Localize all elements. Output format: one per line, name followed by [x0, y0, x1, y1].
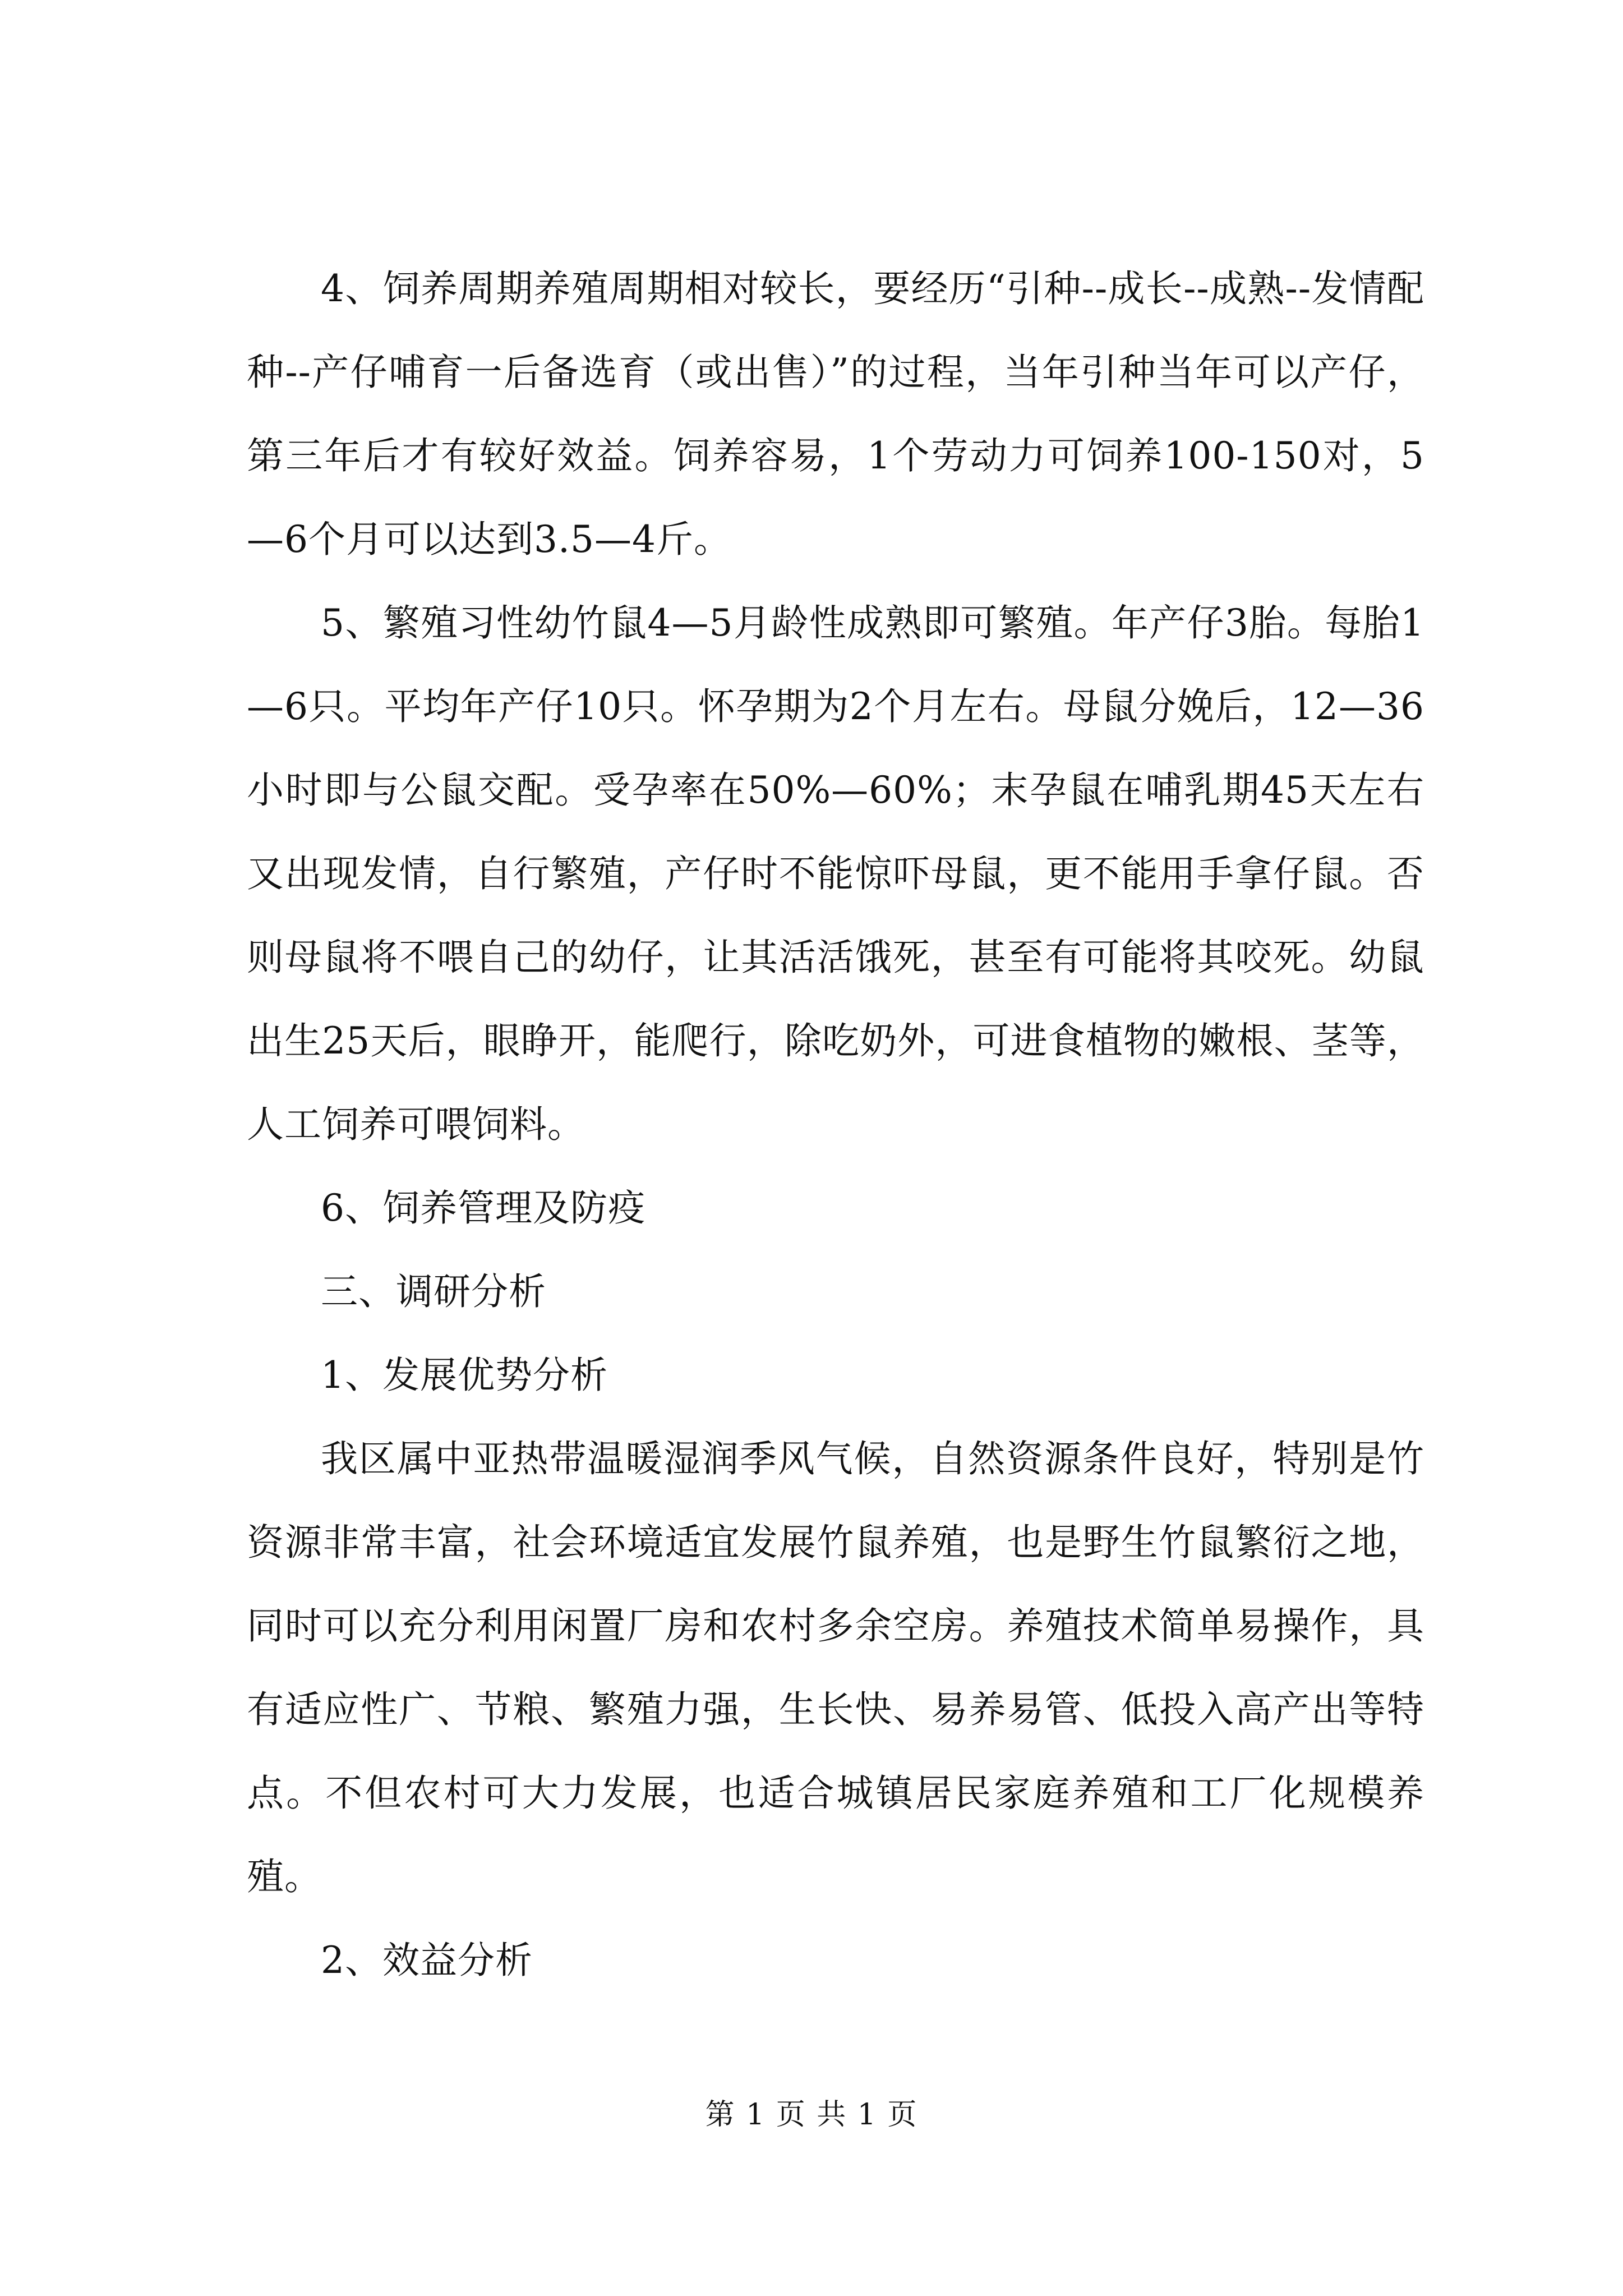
heading-development-advantages: 1、发展优势分析 — [321, 1354, 608, 1397]
paragraph-breeding-habits: 5、繁殖习性幼竹鼠4—5月龄性成熟即可繁殖。年产仔3胎。每胎1—6只。平均年产仔10只。怀孕期为2个月左右。母鼠分娩后，12—36小时即与公鼠交配。受孕率在50%—60%；末孕鼠在哺乳期45天左右又出现发情，自行繁殖，产仔时不能惊吓母鼠，更不能用手拿仔鼠。否则母鼠将不喂自己的幼仔，让其活活饿死，甚至有可能将其咬死。幼鼠出生25天后，眼睁开，能爬行，除吃奶外，可进食植物的嫩根、茎等，人工饲养可喂饲料。 — [247, 601, 1424, 1146]
paragraph-feeding-cycle: 4、饲养周期养殖周期相对较长，要经历“引种--成长--成熟--发情配种--产仔哺育一后备选育（或出售）”的过程，当年引种当年可以产仔，第三年后才有较好效益。饲养容易，1个劳动力可饲养100-150对，5—6个月可以达到3.5—4斤。 — [247, 267, 1424, 561]
page-footer: 第 1 页 共 1 页 — [705, 2098, 918, 2132]
paragraph-advantages: 我区属中亚热带温暖湿润季风气候，自然资源条件良好，特别是竹资源非常丰富，社会环境适宜发展竹鼠养殖，也是野生竹鼠繁衍之地，同时可以充分利用闲置厂房和农村多余空房。养殖技术简单易操作，具有适应性广、节粮、繁殖力强，生长快、易养易管、低投入高产出等特点。不但农村可大力发展，也适合城镇居民家庭养殖和工厂化规模养殖。 — [247, 1437, 1424, 1898]
heading-research-analysis: 三、调研分析 — [321, 1270, 546, 1313]
document-body — [247, 247, 1424, 2002]
heading-benefit-analysis: 2、效益分析 — [321, 1939, 533, 1982]
heading-feeding-management: 6、饲养管理及防疫 — [321, 1186, 645, 1230]
